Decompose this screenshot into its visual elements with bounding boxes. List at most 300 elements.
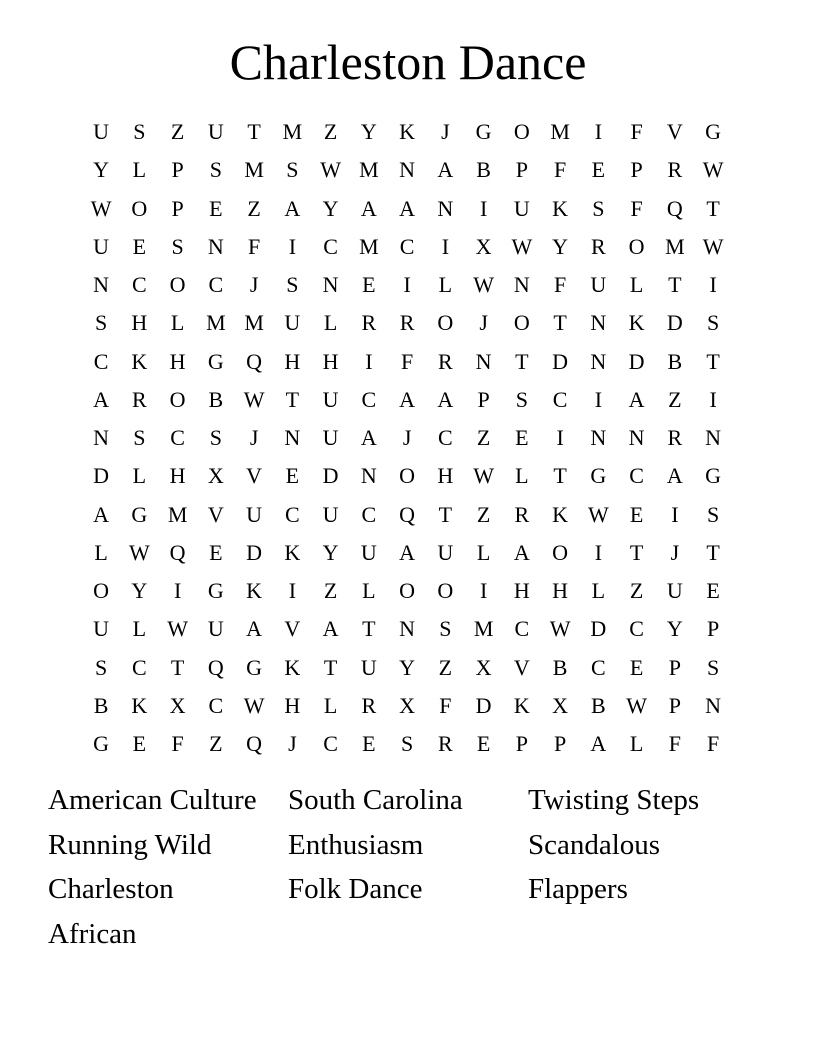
- grid-letter: E: [476, 731, 491, 757]
- grid-letter: S: [209, 425, 222, 451]
- grid-letter: I: [594, 539, 603, 565]
- grid-letter: D: [628, 348, 645, 374]
- grid-letter: M: [550, 119, 570, 145]
- grid-letter: Y: [93, 157, 110, 183]
- grid-letter: Z: [247, 195, 261, 221]
- grid-letter: D: [666, 310, 683, 336]
- grid-letter: E: [362, 272, 376, 298]
- grid-letter: A: [437, 157, 454, 183]
- grid-letter: Y: [131, 578, 148, 604]
- grid-letter: P: [554, 731, 567, 757]
- grid-letter: T: [438, 501, 453, 527]
- grid-letter: E: [209, 195, 223, 221]
- grid-letter: U: [93, 119, 110, 145]
- grid-letter: D: [322, 463, 339, 489]
- grid-letter: M: [665, 233, 685, 259]
- grid-letter: I: [479, 578, 488, 604]
- grid-letter: W: [473, 463, 494, 489]
- word-list-item: South Carolina: [288, 784, 463, 816]
- grid-letter: X: [169, 692, 186, 718]
- grid-letter: W: [320, 157, 341, 183]
- grid-letter: O: [169, 386, 186, 412]
- grid-letter: T: [247, 119, 261, 145]
- grid-letter: T: [553, 310, 567, 336]
- grid-letter: W: [128, 539, 150, 565]
- grid-letter: S: [286, 157, 299, 183]
- grid-letter: O: [628, 233, 645, 259]
- grid-letter: E: [132, 233, 147, 259]
- grid-letter: R: [399, 310, 415, 336]
- grid-letter: T: [170, 654, 185, 680]
- grid-letter: K: [246, 578, 263, 604]
- grid-letter: S: [286, 272, 299, 298]
- grid-letter: U: [246, 501, 263, 527]
- grid-letter: E: [209, 539, 223, 565]
- grid-letter: N: [93, 425, 110, 451]
- grid-letter: X: [399, 692, 416, 718]
- grid-letter: D: [590, 616, 607, 642]
- grid-letter: B: [476, 157, 491, 183]
- grid-letter: T: [323, 654, 338, 680]
- grid-letter: B: [93, 692, 109, 718]
- grid-letter: G: [93, 731, 110, 757]
- grid-letter: G: [131, 501, 148, 527]
- grid-letter: O: [399, 578, 416, 604]
- grid-letter: S: [401, 731, 414, 757]
- grid-letter: L: [94, 539, 108, 565]
- grid-letter: N: [207, 233, 224, 259]
- grid-letter: U: [590, 272, 607, 298]
- grid-letter: G: [475, 119, 492, 145]
- grid-letter: X: [475, 654, 492, 680]
- grid-letter: H: [169, 348, 186, 374]
- grid-letter: P: [171, 157, 184, 183]
- grid-letter: K: [284, 654, 301, 680]
- grid-letter: N: [437, 195, 454, 221]
- grid-letter: Q: [399, 501, 416, 527]
- word-list-item: American Culture: [48, 784, 257, 816]
- grid-letter: H: [552, 578, 569, 604]
- grid-letter: N: [475, 348, 492, 374]
- grid-letter: R: [132, 386, 147, 412]
- grid-letter: E: [132, 731, 147, 757]
- grid-letter: U: [360, 539, 377, 565]
- grid-letter: D: [93, 463, 110, 489]
- word-list-item: Charleston: [48, 873, 174, 906]
- grid-letter: P: [171, 195, 184, 221]
- grid-letter: U: [284, 310, 301, 336]
- grid-letter: H: [437, 463, 454, 489]
- grid-letter: T: [285, 386, 300, 412]
- grid-letter: U: [666, 578, 683, 604]
- grid-letter: I: [709, 272, 717, 298]
- grid-letter: X: [552, 692, 569, 718]
- grid-letter: A: [399, 539, 416, 565]
- grid-letter: A: [590, 731, 607, 757]
- grid-letter: T: [706, 195, 720, 221]
- grid-letter: L: [629, 272, 644, 298]
- grid-letter: E: [515, 425, 529, 451]
- grid-letter: U: [322, 501, 339, 527]
- grid-letter: D: [475, 692, 492, 718]
- grid-letter: J: [288, 731, 297, 757]
- grid-letter: C: [438, 425, 453, 451]
- grid-letter: Y: [360, 119, 377, 145]
- grid-letter: S: [707, 310, 720, 336]
- grid-letter: J: [249, 272, 259, 298]
- grid-letter: L: [132, 463, 147, 489]
- grid-letter: Z: [323, 578, 338, 604]
- grid-letter: K: [513, 692, 530, 718]
- grid-letter: R: [667, 157, 683, 183]
- grid-letter: P: [477, 386, 490, 412]
- grid-letter: R: [438, 731, 453, 757]
- grid-letter: A: [93, 501, 110, 527]
- grid-letter: C: [399, 233, 415, 259]
- grid-letter: P: [668, 692, 681, 718]
- grid-letter: F: [630, 119, 643, 145]
- grid-letter: Z: [476, 425, 491, 451]
- grid-letter: R: [361, 310, 377, 336]
- grid-letter: N: [590, 425, 607, 451]
- grid-letter: W: [167, 616, 188, 642]
- grid-letter: G: [207, 348, 224, 374]
- grid-letter: G: [705, 463, 722, 489]
- grid-letter: C: [514, 616, 530, 642]
- grid-letter: L: [591, 578, 606, 604]
- grid-letter: X: [475, 233, 492, 259]
- grid-letter: S: [95, 310, 108, 336]
- grid-letter: C: [323, 233, 338, 259]
- grid-letter: C: [323, 731, 338, 757]
- grid-letter: V: [246, 463, 263, 489]
- grid-letter: B: [552, 654, 568, 680]
- grid-letter: U: [437, 539, 454, 565]
- grid-letter: I: [403, 272, 411, 298]
- grid-letter: R: [361, 692, 377, 718]
- grid-letter: G: [705, 119, 722, 145]
- grid-letter: N: [399, 616, 416, 642]
- grid-letter: I: [671, 501, 679, 527]
- grid-letter: N: [399, 157, 416, 183]
- grid-letter: P: [707, 616, 720, 642]
- grid-letter: A: [666, 463, 683, 489]
- grid-letter: F: [707, 731, 720, 757]
- grid-letter: T: [629, 539, 644, 565]
- grid-letter: N: [590, 310, 607, 336]
- grid-letter: K: [131, 348, 148, 374]
- grid-letter: I: [288, 233, 297, 259]
- grid-letter: L: [323, 692, 338, 718]
- grid-letter: F: [630, 195, 643, 221]
- grid-letter: T: [668, 272, 682, 298]
- grid-letter: E: [591, 157, 606, 183]
- grid-letter: O: [131, 195, 148, 221]
- grid-letter: I: [594, 386, 603, 412]
- grid-letter: N: [705, 692, 722, 718]
- letter-grid: [82, 113, 732, 763]
- grid-letter: I: [288, 578, 297, 604]
- grid-letter: M: [282, 119, 303, 145]
- grid-letter: J: [479, 310, 488, 336]
- grid-letter: C: [132, 654, 147, 680]
- grid-letter: I: [441, 233, 450, 259]
- grid-letter: H: [284, 348, 301, 374]
- grid-letter: Q: [246, 731, 263, 757]
- grid-letter: K: [131, 692, 148, 718]
- grid-letter: Z: [323, 119, 338, 145]
- grid-letter: W: [702, 233, 724, 259]
- grid-letter: W: [549, 616, 571, 642]
- grid-letter: U: [207, 616, 224, 642]
- grid-letter: C: [208, 692, 224, 718]
- grid-letter: R: [591, 233, 606, 259]
- grid-letter: V: [666, 119, 683, 145]
- grid-letter: E: [362, 731, 376, 757]
- grid-letter: D: [246, 539, 263, 565]
- grid-letter: Z: [170, 119, 185, 145]
- grid-letter: G: [590, 463, 607, 489]
- word-list-item: Flappers: [528, 873, 628, 906]
- grid-letter: V: [284, 616, 301, 642]
- grid-letter: Q: [169, 539, 186, 565]
- grid-letter: U: [322, 386, 339, 412]
- grid-letter: A: [399, 386, 416, 412]
- grid-letter: S: [439, 616, 452, 642]
- grid-letter: U: [513, 195, 530, 221]
- grid-letter: M: [244, 157, 264, 183]
- grid-letter: L: [170, 310, 185, 336]
- grid-letter: U: [322, 425, 339, 451]
- grid-letter: A: [628, 386, 645, 412]
- grid-letter: Z: [476, 501, 491, 527]
- grid-letter: P: [515, 157, 528, 183]
- grid-letter: N: [93, 272, 110, 298]
- grid-letter: A: [93, 386, 110, 412]
- grid-letter: L: [323, 310, 338, 336]
- grid-letter: P: [630, 157, 643, 183]
- grid-letter: O: [513, 119, 530, 145]
- grid-letter: N: [284, 425, 301, 451]
- grid-letter: C: [629, 463, 644, 489]
- grid-letter: B: [208, 386, 224, 412]
- grid-letter: J: [249, 425, 259, 451]
- grid-letter: I: [365, 348, 373, 374]
- grid-letter: O: [437, 310, 454, 336]
- word-list-item: Running Wild: [48, 828, 212, 861]
- grid-letter: S: [133, 119, 146, 145]
- word-list-item: Twisting Steps: [528, 784, 700, 816]
- grid-letter: D: [552, 348, 569, 374]
- grid-letter: I: [173, 578, 182, 604]
- grid-letter: A: [399, 195, 416, 221]
- grid-letter: A: [513, 539, 530, 565]
- grid-letter: Y: [552, 233, 569, 259]
- word-list-item: Scandalous: [528, 828, 661, 861]
- grid-letter: C: [552, 386, 568, 412]
- grid-letter: I: [594, 119, 603, 145]
- grid-letter: I: [479, 195, 488, 221]
- grid-letter: H: [131, 310, 148, 336]
- grid-letter: N: [628, 425, 645, 451]
- grid-letter: T: [515, 348, 529, 374]
- grid-letter: L: [476, 539, 491, 565]
- grid-letter: E: [706, 578, 720, 604]
- grid-letter: C: [208, 272, 224, 298]
- grid-letter: G: [207, 578, 224, 604]
- grid-letter: C: [285, 501, 300, 527]
- grid-letter: Z: [629, 578, 644, 604]
- grid-letter: O: [399, 463, 416, 489]
- grid-letter: T: [553, 463, 567, 489]
- grid-letter: L: [629, 731, 644, 757]
- grid-letter: I: [709, 386, 717, 412]
- grid-letter: N: [590, 348, 607, 374]
- grid-letter: O: [552, 539, 569, 565]
- grid-letter: H: [322, 348, 339, 374]
- grid-letter: W: [587, 501, 609, 527]
- grid-letter: U: [360, 654, 377, 680]
- grid-letter: Y: [399, 654, 416, 680]
- grid-letter: Z: [209, 731, 223, 757]
- grid-letter: C: [93, 348, 109, 374]
- grid-letter: W: [511, 233, 533, 259]
- grid-letter: I: [556, 425, 564, 451]
- page-title: Charleston Dance: [229, 34, 587, 90]
- grid-letter: W: [90, 195, 112, 221]
- grid-letter: N: [360, 463, 377, 489]
- grid-letter: S: [707, 654, 720, 680]
- grid-letter: M: [167, 501, 188, 527]
- grid-letter: P: [515, 731, 528, 757]
- grid-letter: N: [705, 425, 722, 451]
- grid-letter: L: [362, 578, 376, 604]
- grid-letter: K: [552, 501, 569, 527]
- grid-letter: J: [670, 539, 680, 565]
- grid-letter: H: [169, 463, 186, 489]
- grid-letter: F: [439, 692, 452, 718]
- word-list-item: Folk Dance: [288, 873, 423, 906]
- grid-letter: C: [132, 272, 147, 298]
- grid-letter: A: [360, 195, 377, 221]
- grid-letter: P: [668, 654, 681, 680]
- grid-letter: C: [361, 501, 377, 527]
- grid-letter: F: [401, 348, 414, 374]
- grid-letter: R: [438, 348, 453, 374]
- grid-letter: N: [513, 272, 530, 298]
- word-list-item: Enthusiasm: [288, 828, 424, 861]
- grid-letter: U: [93, 616, 110, 642]
- grid-letter: E: [629, 501, 644, 527]
- grid-letter: S: [95, 654, 108, 680]
- grid-letter: Y: [666, 616, 683, 642]
- grid-letter: F: [554, 272, 567, 298]
- grid-letter: M: [206, 310, 226, 336]
- grid-letter: W: [243, 692, 265, 718]
- grid-letter: W: [702, 157, 724, 183]
- grid-letter: Z: [438, 654, 453, 680]
- grid-letter: Q: [207, 654, 224, 680]
- grid-letter: O: [513, 310, 530, 336]
- grid-letter: B: [667, 348, 683, 374]
- grid-letter: F: [171, 731, 184, 757]
- grid-letter: L: [438, 272, 453, 298]
- grid-letter: K: [628, 310, 645, 336]
- grid-letter: S: [515, 386, 528, 412]
- grid-letter: J: [441, 119, 450, 145]
- grid-letter: Q: [246, 348, 263, 374]
- grid-letter: O: [93, 578, 110, 604]
- grid-letter: W: [473, 272, 494, 298]
- grid-letter: N: [322, 272, 339, 298]
- grid-letter: F: [554, 157, 567, 183]
- grid-letter: S: [707, 501, 720, 527]
- grid-letter: M: [244, 310, 264, 336]
- grid-letter: A: [360, 425, 377, 451]
- grid-letter: B: [591, 692, 606, 718]
- grid-letter: C: [361, 386, 377, 412]
- grid-letter: W: [626, 692, 647, 718]
- grid-letter: S: [133, 425, 146, 451]
- grid-letter: R: [514, 501, 530, 527]
- grid-letter: W: [243, 386, 265, 412]
- grid-letter: S: [592, 195, 605, 221]
- grid-letter: M: [473, 616, 494, 642]
- grid-letter: A: [284, 195, 301, 221]
- grid-letter: L: [132, 616, 147, 642]
- grid-letter: V: [513, 654, 530, 680]
- grid-letter: Y: [322, 539, 339, 565]
- grid-letter: E: [629, 654, 644, 680]
- grid-letter: L: [132, 157, 147, 183]
- grid-letter: R: [667, 425, 683, 451]
- grid-letter: F: [668, 731, 681, 757]
- grid-letter: A: [437, 386, 454, 412]
- grid-letter: A: [246, 616, 263, 642]
- grid-letter: K: [284, 539, 301, 565]
- grid-letter: T: [706, 348, 720, 374]
- word-list: [48, 780, 768, 958]
- grid-letter: O: [437, 578, 454, 604]
- grid-letter: T: [362, 616, 376, 642]
- word-list-item: African: [48, 917, 137, 950]
- grid-letter: S: [171, 233, 184, 259]
- grid-letter: X: [207, 463, 224, 489]
- grid-letter: G: [246, 654, 263, 680]
- grid-letter: M: [359, 157, 379, 183]
- grid-letter: S: [209, 157, 222, 183]
- grid-letter: U: [93, 233, 110, 259]
- grid-letter: K: [552, 195, 569, 221]
- grid-letter: L: [515, 463, 529, 489]
- grid-letter: H: [284, 692, 301, 718]
- grid-letter: T: [706, 539, 720, 565]
- grid-letter: K: [399, 119, 416, 145]
- grid-letter: J: [402, 425, 412, 451]
- grid-letter: F: [248, 233, 261, 259]
- grid-letter: C: [591, 654, 606, 680]
- grid-letter: Z: [668, 386, 682, 412]
- grid-letter: Q: [666, 195, 683, 221]
- grid-letter: C: [629, 616, 644, 642]
- grid-letter: O: [169, 272, 186, 298]
- grid-letter: A: [322, 616, 339, 642]
- grid-letter: V: [207, 501, 224, 527]
- grid-letter: Y: [322, 195, 339, 221]
- grid-letter: M: [359, 233, 379, 259]
- grid-letter: E: [285, 463, 300, 489]
- grid-letter: C: [170, 425, 185, 451]
